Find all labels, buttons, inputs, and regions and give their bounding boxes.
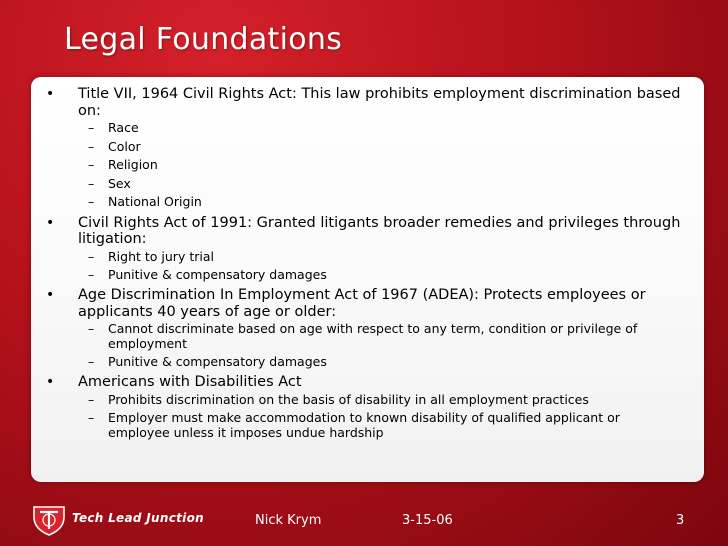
sub-bullet-item [78, 355, 682, 369]
sub-bullet-text: Cannot discriminate based on age with respect to any term, condition or privilege of employment [108, 321, 638, 351]
sub-bullet-text: Religion [108, 157, 158, 173]
sub-bullet-text: Prohibits discrimination on the basis of disability in all employment practices [108, 391, 589, 407]
sub-bullet-item [78, 322, 682, 350]
dash-marker: – [88, 248, 95, 264]
company-logo [30, 503, 210, 537]
bullet-dot: • [46, 86, 55, 102]
bullet-text: Age Discrimination In Employment Act of 1967 (ADEA): Protects employees or applicants 40 years of age or older: [78, 287, 646, 320]
dash-marker: – [88, 354, 95, 370]
bullet-item [42, 215, 682, 283]
sub-bullet-list [78, 250, 682, 283]
sub-bullet-text: Punitive & compensatory damages [108, 267, 327, 283]
dash-marker: – [88, 194, 95, 210]
sub-bullet-text: Race [108, 120, 139, 135]
sub-bullet-text: Employer must make accommodation to known disability of qualified applicant or employee unless it imposes undue hardship [108, 410, 620, 440]
page-number: 3 [676, 513, 685, 528]
bullet-item [42, 374, 682, 440]
bullet-text: Americans with Disabilities Act [78, 374, 302, 391]
bullet-text: Title VII, 1964 Civil Rights Act: This law prohibits employment discrimination based on: [78, 86, 681, 119]
dash-marker: – [88, 391, 95, 407]
slide-footer [0, 503, 728, 543]
sub-bullet-item [78, 250, 682, 264]
sub-bullet-item [78, 268, 682, 282]
sub-bullet-item [78, 140, 682, 154]
dash-marker: – [88, 321, 95, 337]
sub-bullet-item [78, 158, 682, 172]
sub-bullet-text: Sex [108, 175, 131, 191]
sub-bullet-list [78, 393, 682, 440]
footer-author: Nick Krym [255, 513, 322, 528]
shield-logo-icon [30, 503, 68, 537]
footer-date: 3-15-06 [402, 513, 453, 528]
bullet-item [42, 86, 682, 210]
dash-marker: – [88, 175, 95, 191]
sub-bullet-text: Punitive & compensatory damages [108, 354, 327, 370]
dash-marker: – [88, 267, 95, 283]
bullet-dot: • [46, 214, 55, 231]
bullet-dot: • [46, 374, 55, 391]
dash-marker: – [88, 138, 95, 154]
dash-marker: – [88, 120, 95, 135]
sub-bullet-item [78, 177, 682, 191]
sub-bullet-item [78, 195, 682, 209]
slide-title: Legal Foundations [64, 22, 343, 57]
sub-bullet-list [78, 121, 682, 210]
bullet-dot: • [46, 287, 55, 304]
sub-bullet-text: Right to jury trial [108, 248, 214, 264]
sub-bullet-list [78, 322, 682, 369]
logo-text: Tech Lead Junction [72, 511, 204, 525]
bullet-text: Civil Rights Act of 1991: Granted litigants broader remedies and privileges through litigation: [78, 214, 681, 248]
sub-bullet-item [78, 121, 682, 135]
bullet-list [42, 86, 682, 445]
dash-marker: – [88, 157, 95, 173]
sub-bullet-text: Color [108, 138, 141, 154]
bullet-item [42, 287, 682, 369]
sub-bullet-item [78, 393, 682, 407]
dash-marker: – [88, 410, 95, 426]
sub-bullet-item [78, 411, 682, 439]
sub-bullet-text: National Origin [108, 194, 202, 210]
